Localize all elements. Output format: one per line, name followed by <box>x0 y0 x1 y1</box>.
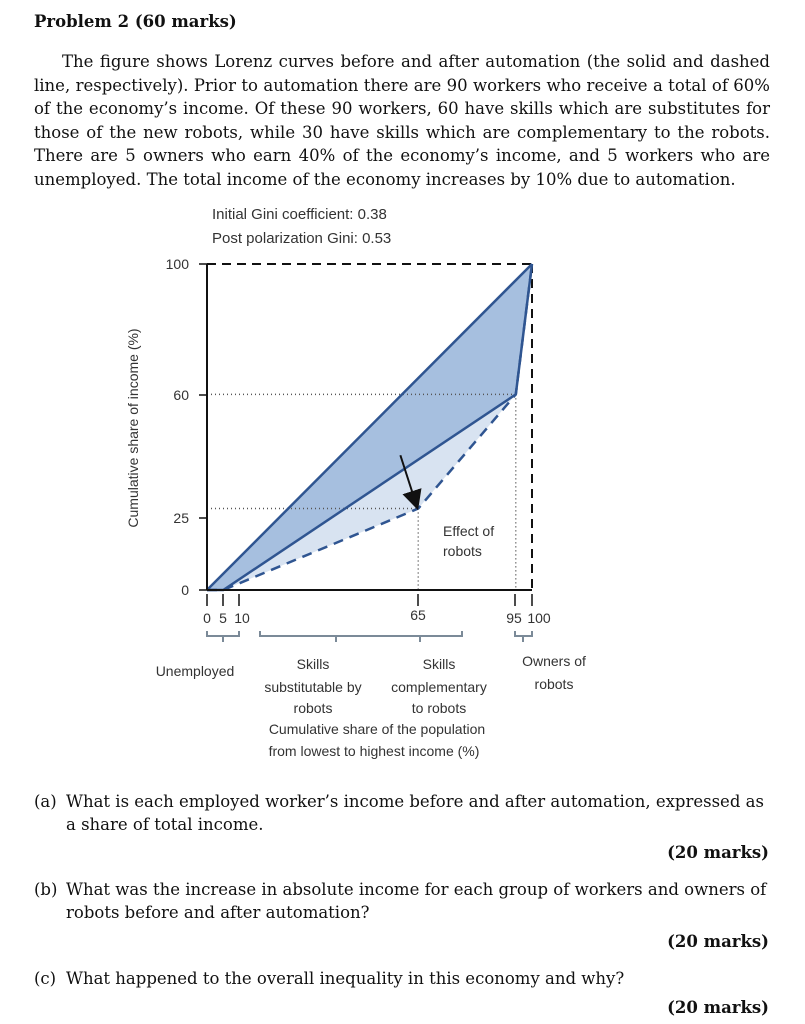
lorenz-figure <box>0 195 805 775</box>
y-tick-60: 60 <box>173 387 189 403</box>
x-tick-10: 10 <box>234 610 250 626</box>
question-c-label: (c) <box>34 969 57 988</box>
gini-initial-label: Initial Gini coefficient: 0.38 <box>212 206 387 223</box>
question-a-label: (a) <box>34 792 57 811</box>
group-substitutable-line2: substitutable by <box>264 679 362 695</box>
question-c-marks: (20 marks) <box>667 998 769 1017</box>
question-c-text: What happened to the overall inequality in this economy and why? <box>66 969 625 988</box>
y-tick-0: 0 <box>181 582 189 598</box>
question-c <box>34 967 770 990</box>
group-owners-line2: robots <box>534 676 574 692</box>
y-tick-100: 100 <box>165 256 189 272</box>
group-unemployed-label: Unemployed <box>155 663 235 679</box>
x-tick-5: 5 <box>219 610 227 626</box>
question-a-text: What is each employed worker’s income before and after automation, expressed as a share of total income. <box>66 792 764 834</box>
y-tick-25: 25 <box>173 510 189 526</box>
x-tick-65: 65 <box>410 607 426 623</box>
group-owners-line1: Owners of <box>522 653 586 669</box>
question-b <box>34 878 770 924</box>
gini-post-label: Post polarization Gini: 0.53 <box>212 230 392 247</box>
question-b-label: (b) <box>34 880 58 899</box>
effect-label-line2: robots <box>443 543 482 559</box>
x-tick-0: 0 <box>203 610 211 626</box>
y-axis-label: Cumulative share of income (%) <box>125 328 141 528</box>
question-a <box>34 790 770 836</box>
x-axis-label-line1: Cumulative share of the population <box>268 721 486 737</box>
bracket-workers <box>260 631 462 642</box>
bracket-owners <box>515 631 532 642</box>
effect-label-line1: Effect of <box>443 523 495 539</box>
x-axis-label-line2: from lowest to highest income (%) <box>268 743 480 759</box>
question-b-text: What was the increase in absolute income for each group of workers and owners of robots before and after automation? <box>66 880 767 922</box>
x-tick-95: 95 <box>506 610 522 626</box>
bracket-unemployed <box>207 631 239 642</box>
question-b-marks: (20 marks) <box>667 932 769 951</box>
group-substitutable-line3: robots <box>293 700 333 716</box>
x-tick-100: 100 <box>527 610 551 626</box>
group-substitutable-line1: Skills <box>296 656 330 672</box>
group-complementary-line3: to robots <box>411 700 467 716</box>
problem-title: Problem 2 (60 marks) <box>34 12 237 31</box>
question-a-marks: (20 marks) <box>667 843 769 862</box>
group-complementary-line1: Skills <box>422 656 456 672</box>
problem-intro: The figure shows Lorenz curves before and after automation (the solid and dashed line, respectively). Prior to automation there are 90 workers who receive a total of 60% of the economy’s income. Of these 90 workers, 60 have skills which are substitutes for those of the new robots, while 30 have skills which are complementary to the robots. There are 5 owners who earn 40% of the economy’s income, and 5 workers who are unemployed. The total income of the economy increases by 10% due to automation. <box>34 52 770 189</box>
group-complementary-line2: complementary <box>391 679 487 695</box>
